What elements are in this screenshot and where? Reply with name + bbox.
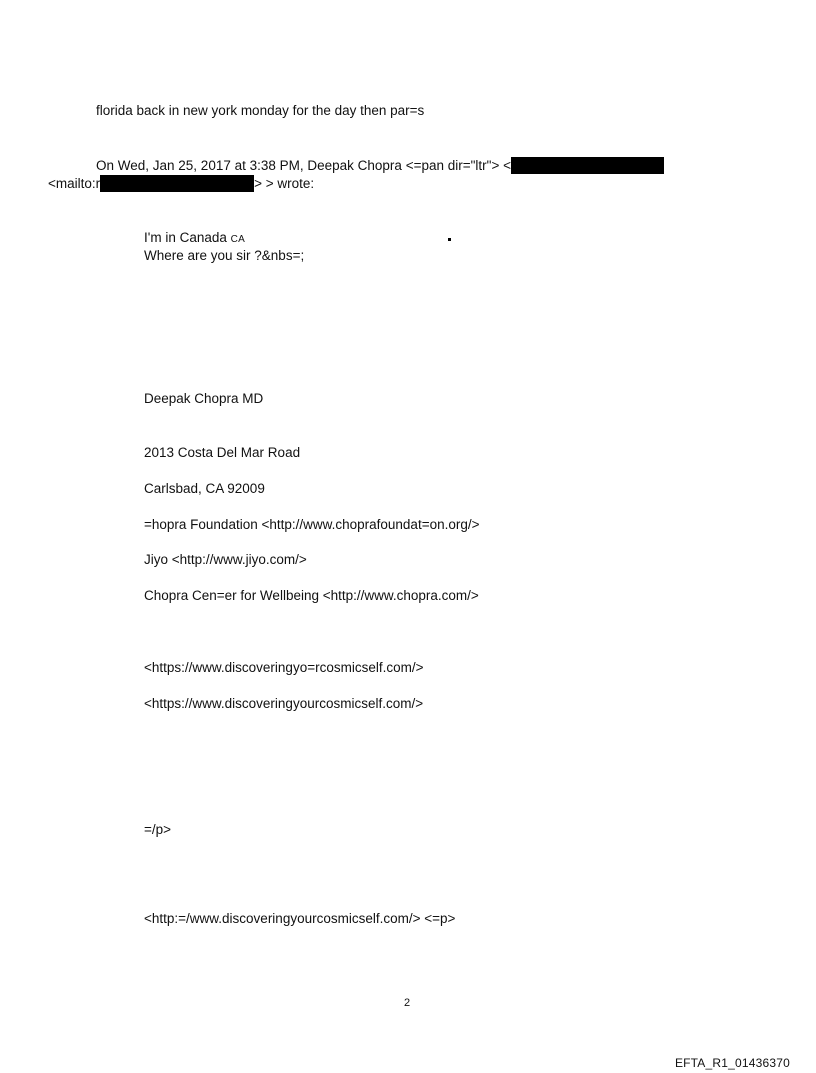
signature-center-link: Chopra Cen=er for Wellbeing <http://www.chopra.com/> bbox=[144, 588, 479, 603]
signature-dyc-link-3: <http:=/www.discoveringyourcosmicself.com/> <=p> bbox=[144, 911, 456, 926]
document-id: EFTA_R1_01436370 bbox=[674, 1056, 790, 1070]
signature-street: 2013 Costa Del Mar Road bbox=[144, 445, 301, 460]
redaction-bar bbox=[511, 157, 664, 174]
quote-header-line-2 bbox=[48, 175, 314, 192]
quote-header-text: On Wed, Jan 25, 2017 at 3:38 PM, Deepak Chopra <=pan dir="ltr"> < bbox=[96, 158, 511, 173]
quoted-canada-text: I'm in Canada bbox=[144, 230, 231, 245]
page-number: 2 bbox=[404, 997, 411, 1009]
mailto-prefix: <mailto:r bbox=[48, 176, 101, 191]
quoted-line-2: Where are you sir ?&nbs=; bbox=[144, 248, 305, 263]
wrote-suffix: > > wrote: bbox=[254, 176, 315, 191]
quoted-ca-abbrev: CA bbox=[230, 234, 246, 245]
reply-text: florida back in new york monday for the day then par=s bbox=[96, 103, 425, 118]
signature-dyc-link-2: <https://www.discoveringyourcosmicself.com/> bbox=[144, 696, 424, 711]
stray-mark bbox=[448, 238, 451, 241]
redaction-bar bbox=[100, 175, 254, 192]
signature-foundation-link: =hopra Foundation <http://www.choprafoundat=on.org/> bbox=[144, 517, 480, 532]
signature-city: Carlsbad, CA 92009 bbox=[144, 481, 265, 496]
quote-header-line-1 bbox=[96, 157, 664, 174]
html-fragment: =/p> bbox=[144, 822, 172, 837]
signature-jiyo-link: Jiyo <http://www.jiyo.com/> bbox=[144, 552, 307, 567]
signature-dyc-link-1: <https://www.discoveringyo=rcosmicself.com/> bbox=[144, 660, 424, 675]
signature-name: Deepak Chopra MD bbox=[144, 391, 264, 406]
quoted-line-1 bbox=[144, 230, 245, 248]
